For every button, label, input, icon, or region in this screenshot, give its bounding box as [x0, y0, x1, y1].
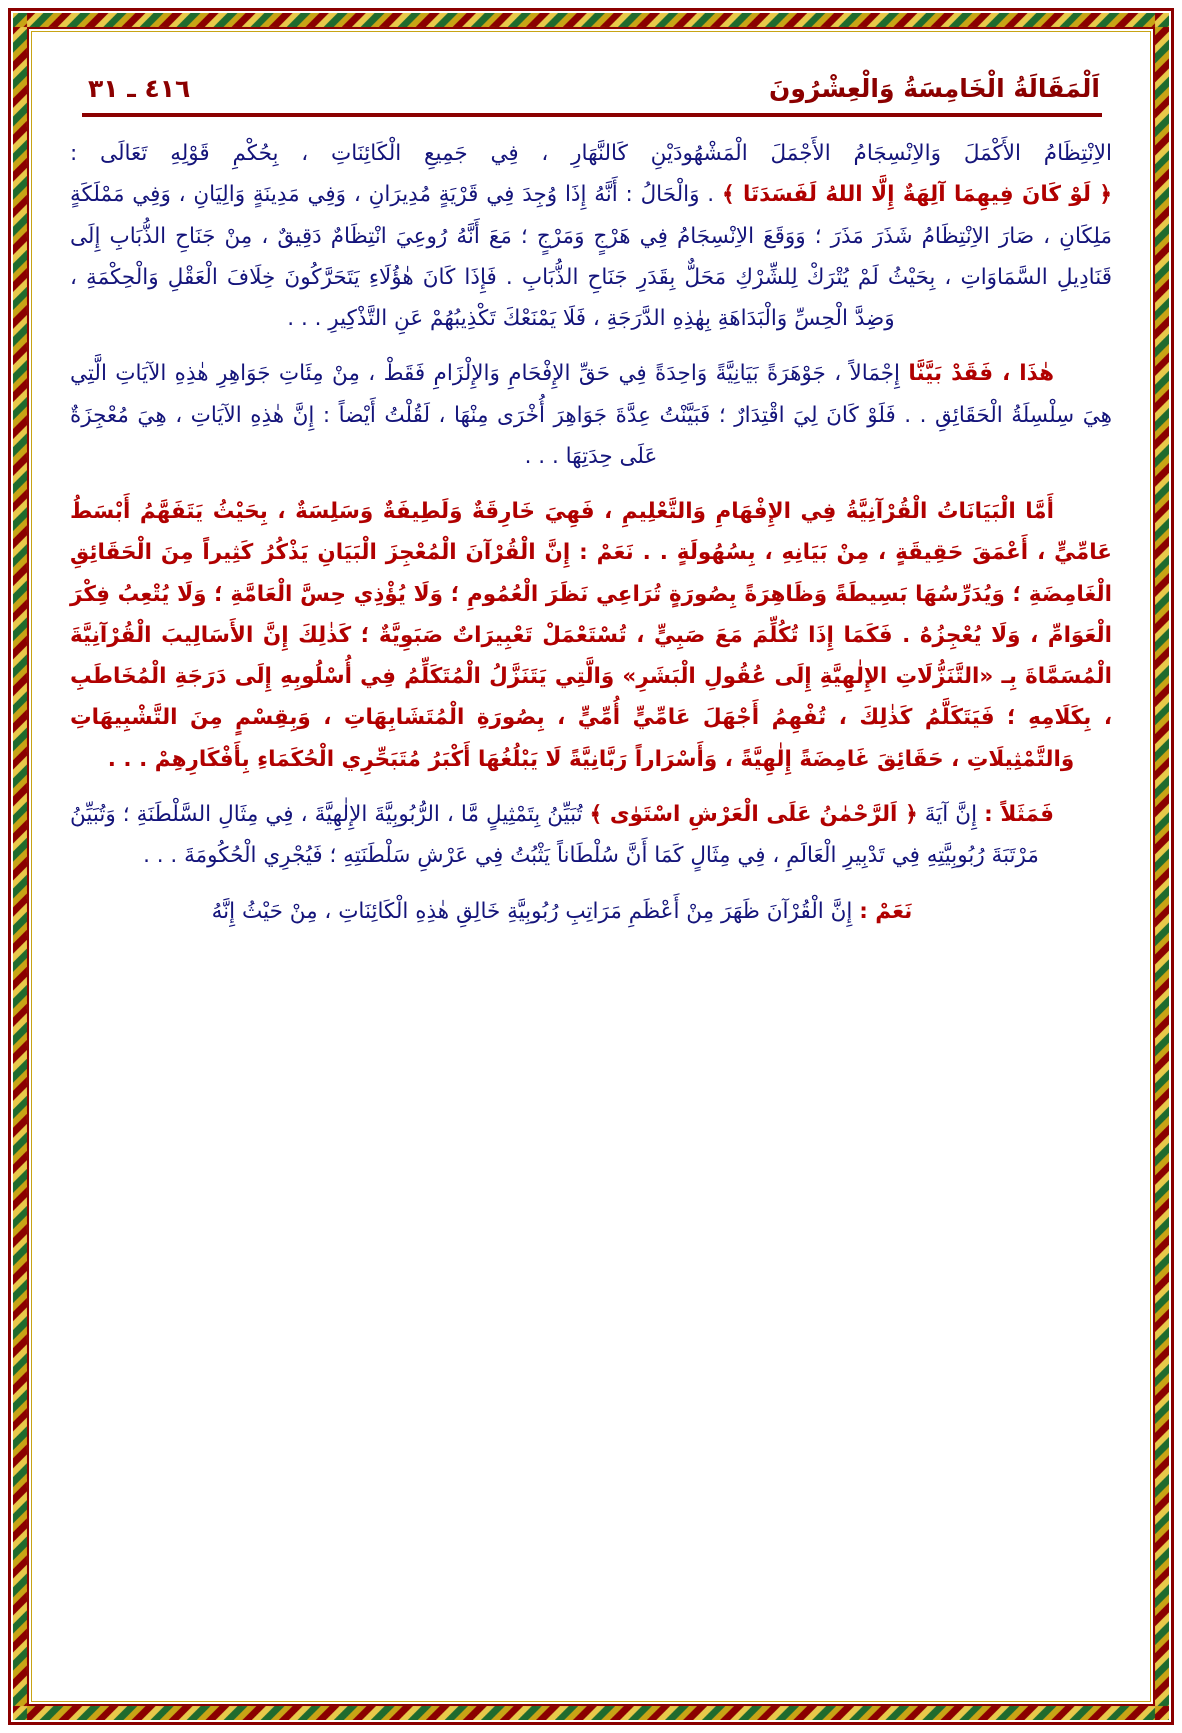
paragraph — [70, 133, 1112, 339]
header-divider — [82, 113, 1102, 117]
paragraph-run: إِجْمَالاً ، جَوْهَرَةً بَيَانِيَّةً وَاحِدَةً فِي حَقِّ الإِفْحَامِ وَالإِلْزَامِ فَقَطْ ، مِنْ مِئَاتِ جَوَاهِرِ هٰذِهِ الآيَاتِ الَّتِي هِيَ سِلْسِلَةُ الْحَقَائِقِ . . فَلَوْ كَانَ لِيَ اقْتِدَارٌ ؛ فَبَيَّنْتُ عِدَّةَ جَوَاهِرَ أُخْرَى مِنْهَا ، لَقُلْتُ أَيْضاً : إِنَّ هٰذِهِ الآيَاتِ ، هِيَ مُعْجِزَةٌ عَلَى حِدَتِهَا . . . — [70, 361, 1112, 469]
chapter-title: اَلْمَقَالَةُ الْخَامِسَةُ وَالْعِشْرُونَ — [769, 74, 1100, 103]
paragraph — [70, 891, 1112, 932]
paragraph-run: إِنَّ الْقُرْآنَ ظَهَرَ مِنْ أَعْظَمِ مَرَاتِبِ رُبُوبِيَّةِ خَالِقِ هٰذِهِ الْكَائِنَاتِ ، مِنْ حَيْثُ إِنَّهُ — [211, 898, 860, 924]
paragraph-run: إِنَّ آيَةَ — [917, 801, 985, 827]
paragraph-lead-in: نَعَمْ : — [859, 898, 913, 924]
paragraph-lead-in: هٰذَا ، فَقَدْ بَيَّنَّا — [908, 361, 1054, 387]
paragraph — [70, 353, 1112, 477]
paragraph — [70, 491, 1112, 780]
paragraph-run: الاِنْتِظَامُ الأَكْمَلَ وَالاِنْسِجَامُ الأَجْمَلَ الْمَشْهُودَيْنِ كَالنَّهَارِ ، فِي جَمِيعِ الْكَائِنَاتِ ، بِحُكْمِ قَوْلِهِ تَعَالَى : — [70, 141, 1112, 166]
page-content — [46, 46, 1136, 1687]
paragraph — [70, 794, 1112, 877]
paragraph-run: . وَالْحَالُ : أَنَّهُ إِذَا وُجِدَ فِي قَرْيَةٍ مُدِيرَانِ ، وَفِي مَدِينَةٍ وَالِيَانِ ، وَفِي مَمْلَكَةٍ مَلِكَانِ ، صَارَ الاِنْتِظَامُ شَذَرَ مَذَرَ ؛ وَوَقَعَ الاِنْسِجَامُ فِي هَرْجٍ وَمَرْجٍ ؛ مَعَ أَنَّهُ رُوعِيَ انْتِظَامٌ دَقِيقٌ ، مِنْ جَنَاحِ الذُّبَابِ إِلَى قَنَادِيلِ السَّمَاوَاتِ ، بِحَيْثُ لَمْ يُتْرَكْ لِلشِّرْكِ مَحَلٌّ بِقَدَرِ جَنَاحِ الذُّبَابِ . فَإِذَا كَانَ هٰؤُلَاءِ يَتَحَرَّكُونَ خِلَافَ الْعَقْلِ وَالْحِكْمَةِ ، وَضِدَّ الْحِسِّ وَالْبَدَاهَةِ بِهٰذِهِ الدَّرَجَةِ ، فَلَا يَمْنَعْكَ تَكْذِيبُهُمْ عَنِ التَّذْكِيرِ . . . — [70, 182, 1112, 332]
paragraph-run: تُبَيِّنُ بِتَمْثِيلٍ مَّا ، الرُّبُوبِيَّةَ الإِلٰهِيَّةَ ، فِي مِثَالِ السَّلْطَنَةِ ؛ وَتُبَيِّنُ مَرْتَبَةَ رُبُوبِيَّتِهِ فِي تَدْبِيرِ الْعَالَمِ ، فِي مِثَالٍ كَمَا أَنَّ سُلْطَاناً يَثْبُتُ فِي عَرْشِ سَلْطَنَتِهِ ؛ فَيُجْرِي الْحُكُومَةَ . . . — [70, 801, 1039, 869]
page-header — [70, 74, 1112, 103]
paragraph-lead-in: فَمَثَلاً : — [984, 801, 1054, 827]
paragraph-run: أَمَّا الْبَيَانَاتُ الْقُرْآنِيَّةُ فِي الإِفْهَامِ وَالتَّعْلِيمِ ، فَهِيَ خَارِقَةٌ وَلَطِيفَةٌ وَسَلِسَةٌ ، بِحَيْثُ يَتَفَهَّمُ أَبْسَطُ عَامِّيٍّ ، أَعْمَقَ حَقِيقَةٍ ، مِنْ بَيَانِهِ ، بِسُهُولَةٍ . . نَعَمْ : إِنَّ الْقُرْآنَ الْمُعْجِزَ الْبَيَانِ يَذْكُرُ كَثِيراً مِنَ الْحَقَائِقِ الْغَامِضَةِ ؛ وَيُدَرِّسُهَا بَسِيطَةً وَظَاهِرَةً بِصُورَةٍ تُرَاعِي نَظَرَ الْعُمُومِ ؛ وَلَا يُؤْذِي حِسَّ الْعَامَّةِ ؛ وَلَا يُتْعِبُ فِكْرَ الْعَوَامِّ ، وَلَا يُعْجِزُهُ . فَكَمَا إِذَا تُكُلِّمَ مَعَ صَبِيٍّ ، تُسْتَعْمَلْ تَعْبِيرَاتٌ صَبَوِيَّةٌ ؛ كَذٰلِكَ إِنَّ الأَسَالِيبَ الْقُرْآنِيَّةَ الْمُسَمَّاةَ بِـ «التَّنَزُّلَاتِ الإِلٰهِيَّةِ إِلَى عُقُولِ الْبَشَرِ» وَالَّتِي يَتَنَزَّلُ الْمُتَكَلِّمُ فِي أُسْلُوبِهِ إِلَى دَرَجَةِ الْمُخَاطَبِ ، بِكَلَامِهِ ؛ فَيَتَكَلَّمُ كَذٰلِكَ ، تُفْهِمُ أَجْهَلَ عَامِّيٍّ أُمِّيٍّ ، بِصُورَةِ الْمُتَشَابِهَاتِ ، وَبِقِسْمٍ مِنَ التَّشْبِيهَاتِ وَالتَّمْثِيلَاتِ ، حَقَائِقَ غَامِضَةً إِلٰهِيَّةً ، وَأَسْرَاراً رَبَّانِيَّةً لَا يَبْلُغُهَا أَكْبَرُ مُتَبَحِّرِي الْحُكَمَاءِ بِأَفْكَارِهِمْ . . . — [70, 499, 1112, 772]
page-number: ٤١٦ ـ ٣١ — [88, 74, 191, 103]
quran-verse: ﴿ لَوْ كَانَ فِيهِمَا آلِهَةٌ إِلَّا اللهُ لَفَسَدَتَا ﴾ — [721, 182, 1112, 208]
quran-verse: ﴿ اَلرَّحْمٰنُ عَلَى الْعَرْشِ اسْتَوٰى ﴾ — [589, 801, 918, 827]
body-text — [70, 133, 1112, 932]
